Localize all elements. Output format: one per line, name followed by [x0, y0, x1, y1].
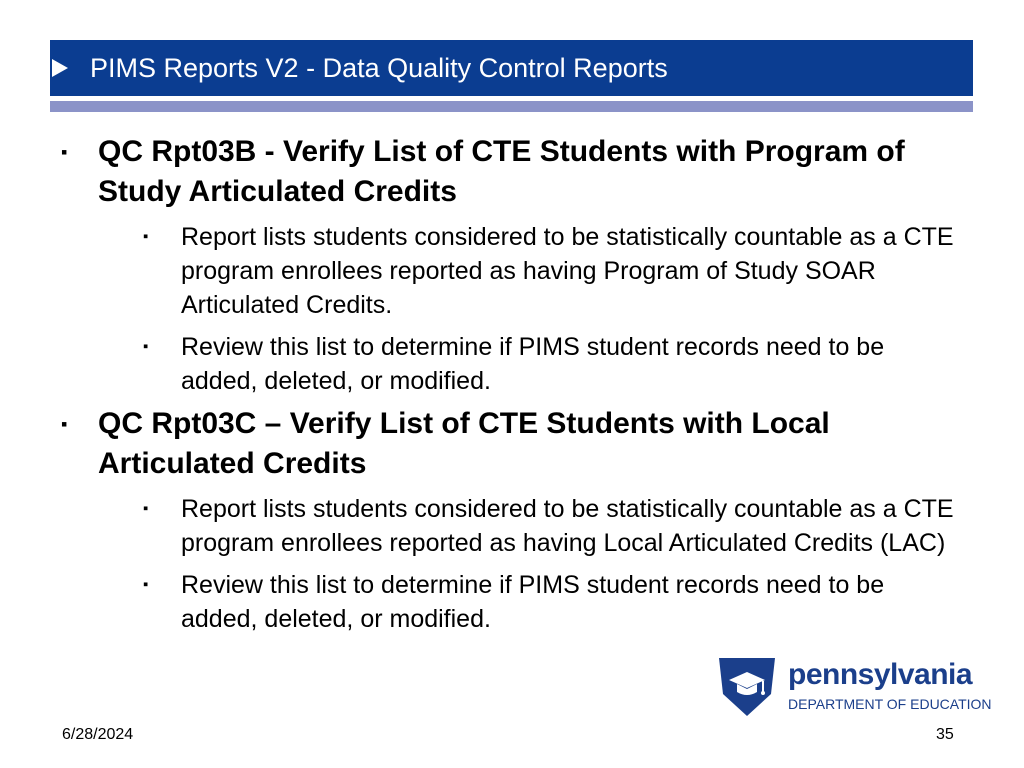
bullet-heading: QC Rpt03C – Verify List of CTE Students with Local Articulated Credits: [98, 407, 830, 480]
keystone-shield-icon: [715, 654, 779, 718]
sub-bullet-text: Review this list to determine if PIMS student records need to be added, deleted, or modified.: [181, 333, 885, 395]
bullet-item-2: [55, 404, 955, 484]
title-arrow-icon: [52, 59, 68, 77]
sub-bullet-item: [55, 568, 955, 636]
page-number: 35: [936, 726, 954, 743]
square-bullet-icon: ▪: [61, 142, 68, 162]
title-bar: [50, 40, 973, 96]
bullet-heading: QC Rpt03B - Verify List of CTE Students with Program of Study Articulated Credits: [98, 135, 905, 208]
sub-bullet-text: Report lists students considered to be statistically countable as a CTE program enrollees reported as having Program of Study SOAR Articulated Credits.: [181, 223, 954, 319]
slide-title: PIMS Reports V2 - Data Quality Control Reports: [90, 53, 668, 83]
sub-bullet-text: Report lists students considered to be statistically countable as a CTE program enrollees reported as having Local Articulated Credits (LAC): [181, 495, 954, 557]
square-bullet-icon: ▪: [143, 500, 149, 517]
bullet-item-1: [55, 132, 955, 212]
square-bullet-icon: ▪: [143, 228, 149, 245]
logo-department: DEPARTMENT OF EDUCATION: [788, 696, 992, 712]
footer-date: 6/28/2024: [62, 726, 134, 743]
square-bullet-icon: ▪: [61, 414, 68, 434]
sub-bullet-text: Review this list to determine if PIMS student records need to be added, deleted, or modified.: [181, 571, 885, 633]
slide-content: [55, 126, 955, 636]
sub-bullet-item: [55, 492, 955, 560]
logo-wordmark: pennsylvania: [788, 658, 973, 691]
sub-bullet-item: [55, 220, 955, 322]
square-bullet-icon: ▪: [143, 338, 149, 355]
title-underline: [50, 101, 973, 112]
square-bullet-icon: ▪: [143, 576, 149, 593]
pa-education-logo: [715, 654, 992, 719]
sub-bullet-item: [55, 330, 955, 398]
